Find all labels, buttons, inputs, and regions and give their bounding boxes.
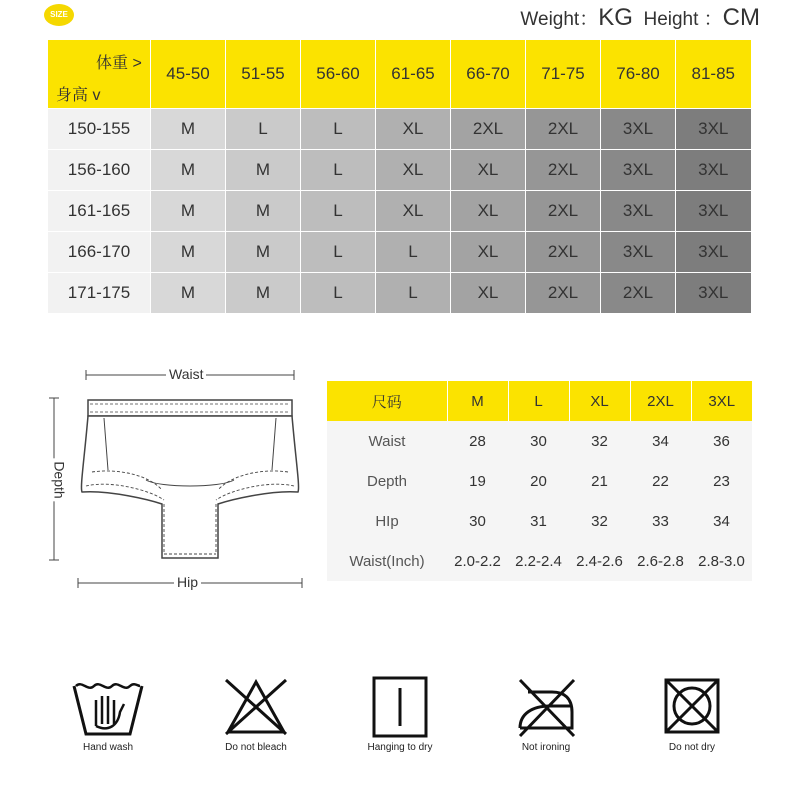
measurement-value: 19	[447, 461, 508, 501]
size-cell: L	[301, 150, 376, 191]
size-cell: M	[226, 273, 301, 314]
measurement-label: Depth	[327, 461, 447, 501]
measurement-value: 2.0-2.2	[447, 541, 508, 581]
measurement-value: 2.2-2.4	[508, 541, 569, 581]
size-cell: M	[151, 109, 226, 150]
size-cell: 3XL	[601, 232, 676, 273]
height-label: Height ：	[643, 9, 723, 30]
not-ironing-label: Not ironing	[521, 742, 571, 753]
size-cell: 3XL	[676, 232, 751, 273]
size-cell: L	[376, 232, 451, 273]
size-header-cell: 2XL	[630, 381, 691, 421]
do-not-bleach-icon	[216, 672, 296, 742]
corner-height-label: 身高 v	[56, 87, 101, 104]
weight-range-header: 56-60	[301, 40, 376, 109]
measurement-value: 22	[630, 461, 691, 501]
measurement-value: 23	[691, 461, 752, 501]
size-cell: XL	[451, 191, 526, 232]
measurement-value: 32	[569, 501, 630, 541]
size-cell: 2XL	[451, 109, 526, 150]
measurement-value: 20	[508, 461, 569, 501]
hanging-to-dry-icon	[360, 672, 440, 742]
care-item-not-ironing	[486, 672, 606, 753]
size-cell: XL	[451, 232, 526, 273]
size-header-label: 尺码	[327, 381, 447, 421]
table-row	[48, 273, 751, 314]
measurement-value: 33	[630, 501, 691, 541]
measurement-label: Waist(Inch)	[327, 541, 447, 581]
size-cell: M	[226, 191, 301, 232]
size-cell: 3XL	[601, 150, 676, 191]
size-header-cell: L	[508, 381, 569, 421]
do-not-bleach-label: Do not bleach	[225, 742, 287, 753]
size-header-cell: 3XL	[691, 381, 752, 421]
size-cell: 3XL	[676, 191, 751, 232]
measurement-value: 34	[630, 421, 691, 461]
measurement-value: 30	[508, 421, 569, 461]
weight-range-header: 76-80	[601, 40, 676, 109]
table-row	[327, 501, 752, 541]
size-cell: L	[376, 273, 451, 314]
depth-dimension-label: Depth	[52, 458, 68, 501]
size-cell: XL	[376, 191, 451, 232]
measurement-value: 31	[508, 501, 569, 541]
size-cell: M	[151, 191, 226, 232]
size-cell: M	[226, 150, 301, 191]
table-row	[48, 109, 751, 150]
size-cell: 2XL	[526, 191, 601, 232]
size-cell: L	[301, 191, 376, 232]
size-cell: M	[226, 232, 301, 273]
size-cell: M	[151, 150, 226, 191]
not-ironing-icon	[506, 672, 586, 742]
size-cell: XL	[451, 273, 526, 314]
size-badge: SIZE	[44, 4, 74, 26]
care-item-do-not-dry	[632, 672, 752, 753]
table-row	[327, 461, 752, 501]
size-cell: 2XL	[526, 232, 601, 273]
weight-unit: KG	[598, 4, 633, 31]
corner-weight-label: 体重 >	[96, 55, 142, 72]
table-row	[48, 150, 751, 191]
size-cell: XL	[376, 150, 451, 191]
waist-dimension-label: Waist	[166, 366, 206, 382]
weight-range-header: 81-85	[676, 40, 751, 109]
care-item-hand-wash	[48, 672, 168, 753]
size-cell: 3XL	[601, 109, 676, 150]
measurement-value: 2.4-2.6	[569, 541, 630, 581]
size-header-cell: M	[447, 381, 508, 421]
size-cell: 3XL	[676, 150, 751, 191]
measurement-value: 34	[691, 501, 752, 541]
table-row	[48, 232, 751, 273]
height-range-cell: 150-155	[48, 109, 151, 150]
weight-range-header: 66-70	[451, 40, 526, 109]
size-header-cell: XL	[569, 381, 630, 421]
size-cell: L	[301, 232, 376, 273]
hanging-to-dry-label: Hanging to dry	[367, 742, 433, 753]
table-row	[327, 541, 752, 581]
height-range-cell: 156-160	[48, 150, 151, 191]
care-item-hanging-to-dry	[340, 672, 460, 753]
hand-wash-label: Hand wash	[82, 742, 134, 753]
measurement-value: 21	[569, 461, 630, 501]
size-cell: XL	[451, 150, 526, 191]
size-cell: 3XL	[601, 191, 676, 232]
size-cell: 2XL	[601, 273, 676, 314]
measurement-value: 2.8-3.0	[691, 541, 752, 581]
measurement-label: Waist	[327, 421, 447, 461]
weight-range-header: 71-75	[526, 40, 601, 109]
weight-label: Weight：	[520, 9, 599, 30]
hand-wash-icon	[68, 672, 148, 742]
measurement-value: 28	[447, 421, 508, 461]
do-not-dry-label: Do not dry	[668, 742, 716, 753]
size-cell: M	[151, 273, 226, 314]
size-cell: 2XL	[526, 150, 601, 191]
measurement-value: 2.6-2.8	[630, 541, 691, 581]
height-range-cell: 171-175	[48, 273, 151, 314]
table-corner	[48, 40, 151, 109]
measurement-label: HIp	[327, 501, 447, 541]
height-range-cell: 166-170	[48, 232, 151, 273]
units-legend	[520, 4, 760, 32]
size-cell: 2XL	[526, 273, 601, 314]
height-range-cell: 161-165	[48, 191, 151, 232]
size-cell: L	[301, 273, 376, 314]
size-cell: 2XL	[526, 109, 601, 150]
size-measurement-table	[327, 381, 752, 581]
size-cell: M	[151, 232, 226, 273]
weight-header-row	[48, 40, 751, 109]
weight-range-header: 45-50	[151, 40, 226, 109]
size-cell: 3XL	[676, 109, 751, 150]
table-row	[48, 191, 751, 232]
height-unit: CM	[722, 4, 760, 31]
garment-diagram	[40, 362, 320, 602]
measurement-value: 30	[447, 501, 508, 541]
size-cell: 3XL	[676, 273, 751, 314]
do-not-dry-icon	[652, 672, 732, 742]
size-cell: XL	[376, 109, 451, 150]
measurement-value: 36	[691, 421, 752, 461]
size-header-row	[327, 381, 752, 421]
measurement-value: 32	[569, 421, 630, 461]
height-weight-size-table	[47, 40, 751, 314]
size-cell: L	[226, 109, 301, 150]
size-cell: L	[301, 109, 376, 150]
hip-dimension-label: Hip	[174, 574, 201, 590]
table-row	[327, 421, 752, 461]
care-item-do-not-bleach	[196, 672, 316, 753]
weight-range-header: 61-65	[376, 40, 451, 109]
weight-range-header: 51-55	[226, 40, 301, 109]
